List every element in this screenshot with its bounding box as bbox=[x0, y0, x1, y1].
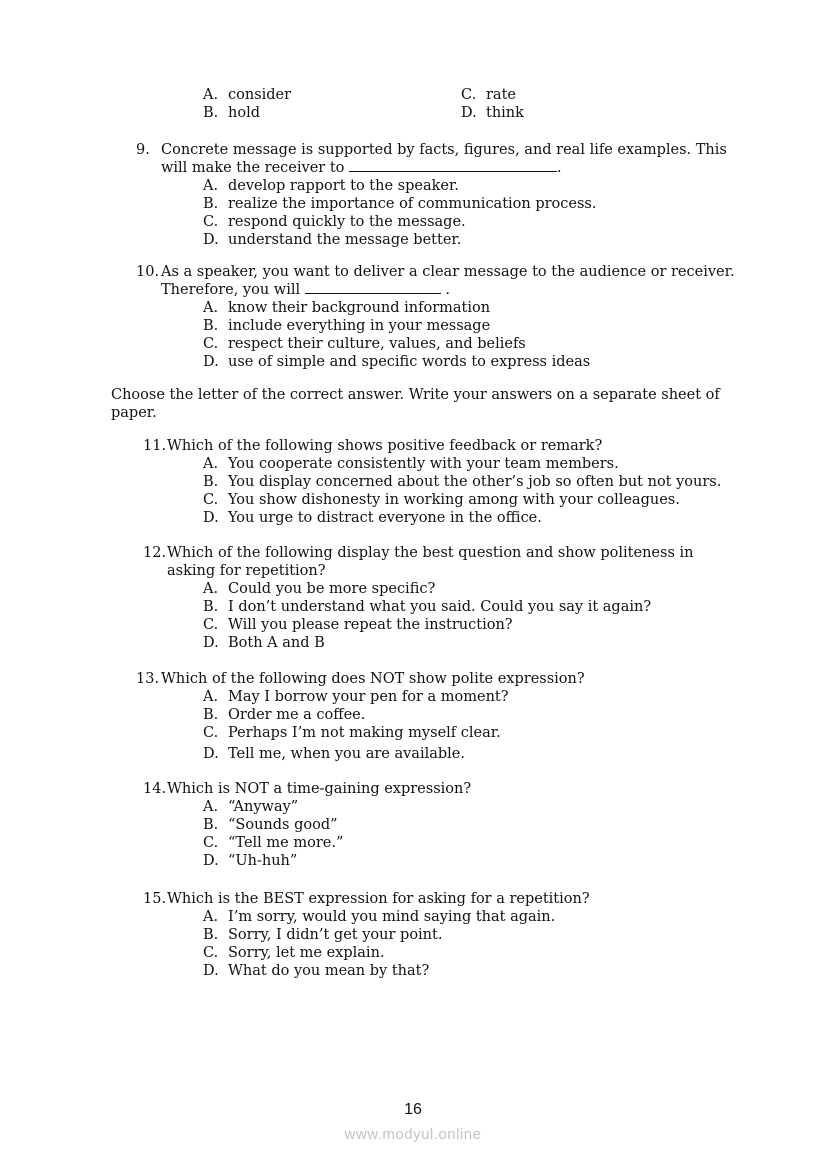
instructions-line1: Choose the letter of the correct answer. Write your answers on a separate sheet of bbox=[111, 387, 720, 403]
q15-option-c: C. Sorry, let me explain. bbox=[203, 945, 385, 961]
q12-option-d: D. Both A and B bbox=[203, 635, 325, 651]
q9-stem-line2: will make the receiver to . bbox=[161, 160, 562, 176]
q10-number: 10. bbox=[136, 264, 160, 280]
q13-option-b: B. Order me a coffee. bbox=[203, 707, 366, 723]
q12-stem-line1: Which of the following display the best question and show politeness in bbox=[167, 545, 694, 561]
q10-option-b: B. include everything in your message bbox=[203, 318, 491, 334]
q13-option-a: A. May I borrow your pen for a moment? bbox=[203, 689, 509, 705]
q12-option-b: B. I don’t understand what you said. Could you say it again? bbox=[203, 599, 652, 615]
instructions-line2: paper. bbox=[111, 405, 157, 421]
q10-stem-line1: As a speaker, you want to deliver a clear message to the audience or receiver. bbox=[161, 264, 735, 280]
q14-option-b: B. “Sounds good” bbox=[203, 817, 338, 833]
q8-option-c: C. rate bbox=[461, 87, 516, 103]
q9-number: 9. bbox=[136, 142, 150, 158]
q13-stem: Which of the following does NOT show polite expression? bbox=[161, 671, 585, 687]
q12-number: 12. bbox=[143, 545, 167, 561]
q10-option-c: C. respect their culture, values, and beliefs bbox=[203, 336, 526, 352]
q13-option-c: C. Perhaps I’m not making myself clear. bbox=[203, 725, 501, 741]
q15-option-b: B. Sorry, I didn’t get your point. bbox=[203, 927, 443, 943]
q11-option-c: C. You show dishonesty in working among with your colleagues. bbox=[203, 492, 680, 508]
q13-option-d: D. Tell me, when you are available. bbox=[203, 746, 465, 762]
q9-option-a: A. develop rapport to the speaker. bbox=[203, 178, 459, 194]
q14-stem: Which is NOT a time-gaining expression? bbox=[167, 781, 472, 797]
q14-option-c: C. “Tell me more.” bbox=[203, 835, 344, 851]
q15-option-d: D. What do you mean by that? bbox=[203, 963, 430, 979]
q10-answer-blank bbox=[305, 281, 441, 294]
q8-option-b: B. hold bbox=[203, 105, 260, 121]
q9-option-d: D. understand the message better. bbox=[203, 232, 462, 248]
q12-stem-line2: asking for repetition? bbox=[167, 563, 326, 579]
q15-stem: Which is the BEST expression for asking for a repetition? bbox=[167, 891, 590, 907]
q14-option-a: A. “Anyway” bbox=[203, 799, 299, 815]
q14-option-d: D. “Uh-huh” bbox=[203, 853, 298, 869]
q12-option-c: C. Will you please repeat the instruction? bbox=[203, 617, 513, 633]
q10-stem-line2: Therefore, you will . bbox=[161, 282, 450, 298]
q11-option-b: B. You display concerned about the other’s job so often but not yours. bbox=[203, 474, 722, 490]
page-number: 16 bbox=[404, 1101, 422, 1118]
q12-option-a: A. Could you be more specific? bbox=[203, 581, 436, 597]
q8-option-d: D. think bbox=[461, 105, 524, 121]
q11-option-d: D. You urge to distract everyone in the office. bbox=[203, 510, 542, 526]
watermark: www.modyul.online bbox=[344, 1126, 482, 1143]
q13-number: 13. bbox=[136, 671, 160, 687]
q14-number: 14. bbox=[143, 781, 167, 797]
q8-option-a: A. consider bbox=[203, 87, 292, 103]
q11-option-a: A. You cooperate consistently with your team members. bbox=[203, 456, 619, 472]
q9-option-c: C. respond quickly to the message. bbox=[203, 214, 466, 230]
q10-option-d: D. use of simple and specific words to express ideas bbox=[203, 354, 591, 370]
q11-number: 11. bbox=[143, 438, 167, 454]
q9-answer-blank bbox=[349, 159, 557, 172]
q9-option-b: B. realize the importance of communication process. bbox=[203, 196, 597, 212]
q9-stem-line1: Concrete message is supported by facts, figures, and real life examples. This bbox=[161, 142, 727, 158]
q15-number: 15. bbox=[143, 891, 167, 907]
q11-stem: Which of the following shows positive feedback or remark? bbox=[167, 438, 603, 454]
q15-option-a: A. I’m sorry, would you mind saying that again. bbox=[203, 909, 556, 925]
q10-option-a: A. know their background information bbox=[203, 300, 491, 316]
